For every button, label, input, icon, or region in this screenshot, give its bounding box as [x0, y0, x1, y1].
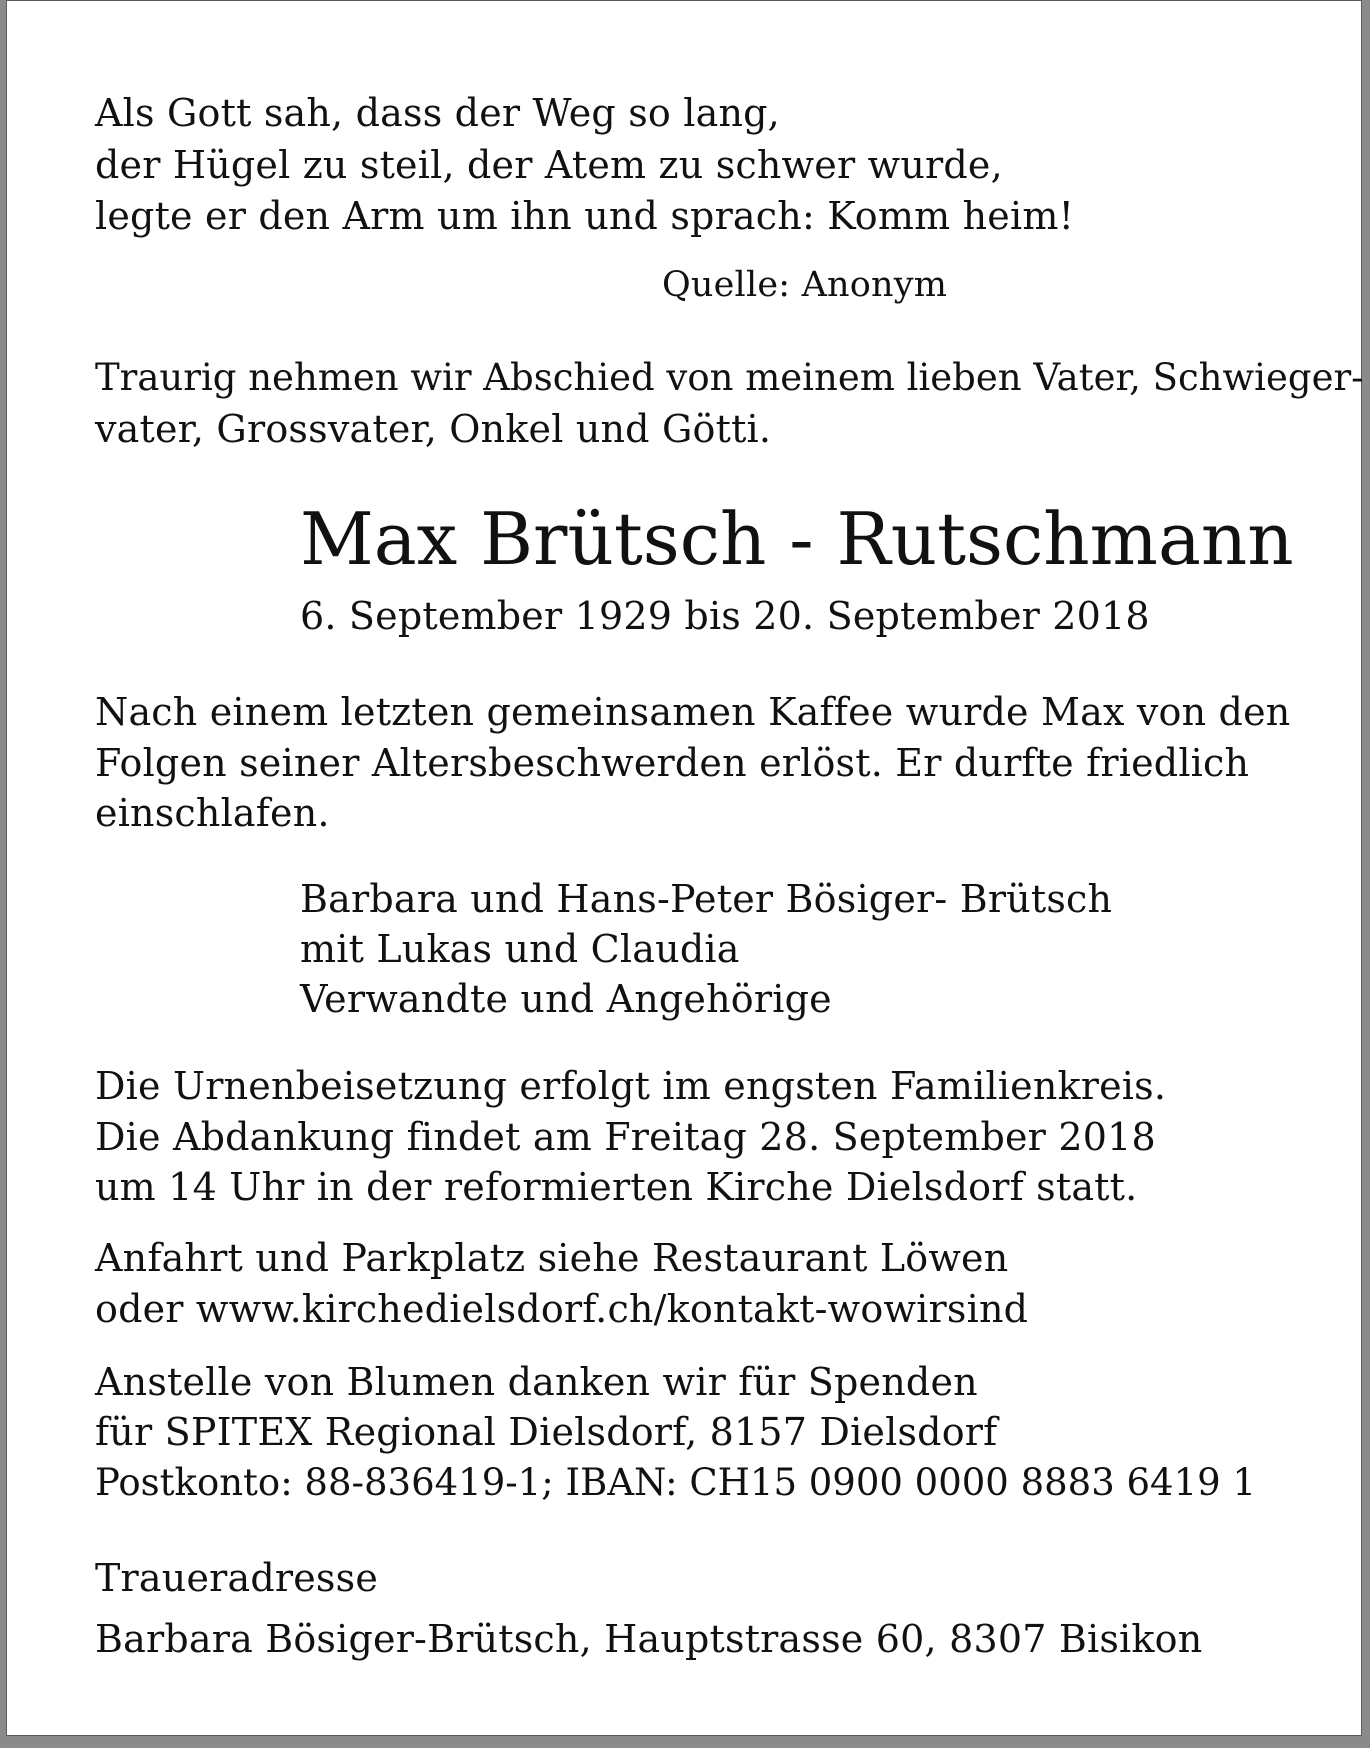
poem-source: Quelle: Anonym [662, 265, 948, 305]
ceremony-line-2: Die Abdankung findet am Freitag 28. September 2018 [95, 1115, 1156, 1159]
directions-url: oder www.kirchedielsdorf.ch/kontakt-wowirsind [95, 1287, 1029, 1331]
deceased-name: Max Brütsch - Rutschmann [300, 497, 1294, 581]
intro-line-2: vater, Grossvater, Onkel und Götti. [95, 407, 772, 451]
address-label: Traueradresse [95, 1556, 379, 1600]
ceremony-line-1: Die Urnenbeisetzung erfolgt im engsten Familienkreis. [95, 1064, 1167, 1108]
obituary-page [6, 0, 1362, 1736]
poem-line-1: Als Gott sah, dass der Weg so lang, [95, 91, 780, 135]
donations-line-2: für SPITEX Regional Dielsdorf, 8157 Dielsdorf [95, 1410, 998, 1454]
intro-line-1: Traurig nehmen wir Abschied von meinem lieben Vater, Schwieger- [95, 356, 1364, 399]
donations-account: Postkonto: 88-836419-1; IBAN: CH15 0900 0000 8883 6419 1 [95, 1461, 1256, 1504]
poem-line-2: der Hügel zu steil, der Atem zu schwer wurde, [95, 143, 1003, 187]
message-line-2: Folgen seiner Altersbeschwerden erlöst. Er durfte friedlich [95, 741, 1250, 785]
deceased-dates: 6. September 1929 bis 20. September 2018 [300, 594, 1150, 638]
poem-line-3: legte er den Arm um ihn und sprach: Komm heim! [95, 194, 1075, 238]
message-line-3: einschlafen. [95, 791, 330, 835]
directions-line-1: Anfahrt und Parkplatz siehe Restaurant Löwen [95, 1236, 1009, 1280]
family-line-1: Barbara und Hans-Peter Bösiger- Brütsch [300, 877, 1113, 921]
donations-line-1: Anstelle von Blumen danken wir für Spenden [95, 1360, 978, 1404]
ceremony-line-3: um 14 Uhr in der reformierten Kirche Dielsdorf statt. [95, 1165, 1138, 1209]
family-line-3: Verwandte und Angehörige [300, 977, 832, 1021]
message-line-1: Nach einem letzten gemeinsamen Kaffee wurde Max von den [95, 690, 1291, 734]
family-line-2: mit Lukas und Claudia [300, 927, 740, 971]
address-value: Barbara Bösiger-Brütsch, Hauptstrasse 60, 8307 Bisikon [95, 1617, 1203, 1661]
